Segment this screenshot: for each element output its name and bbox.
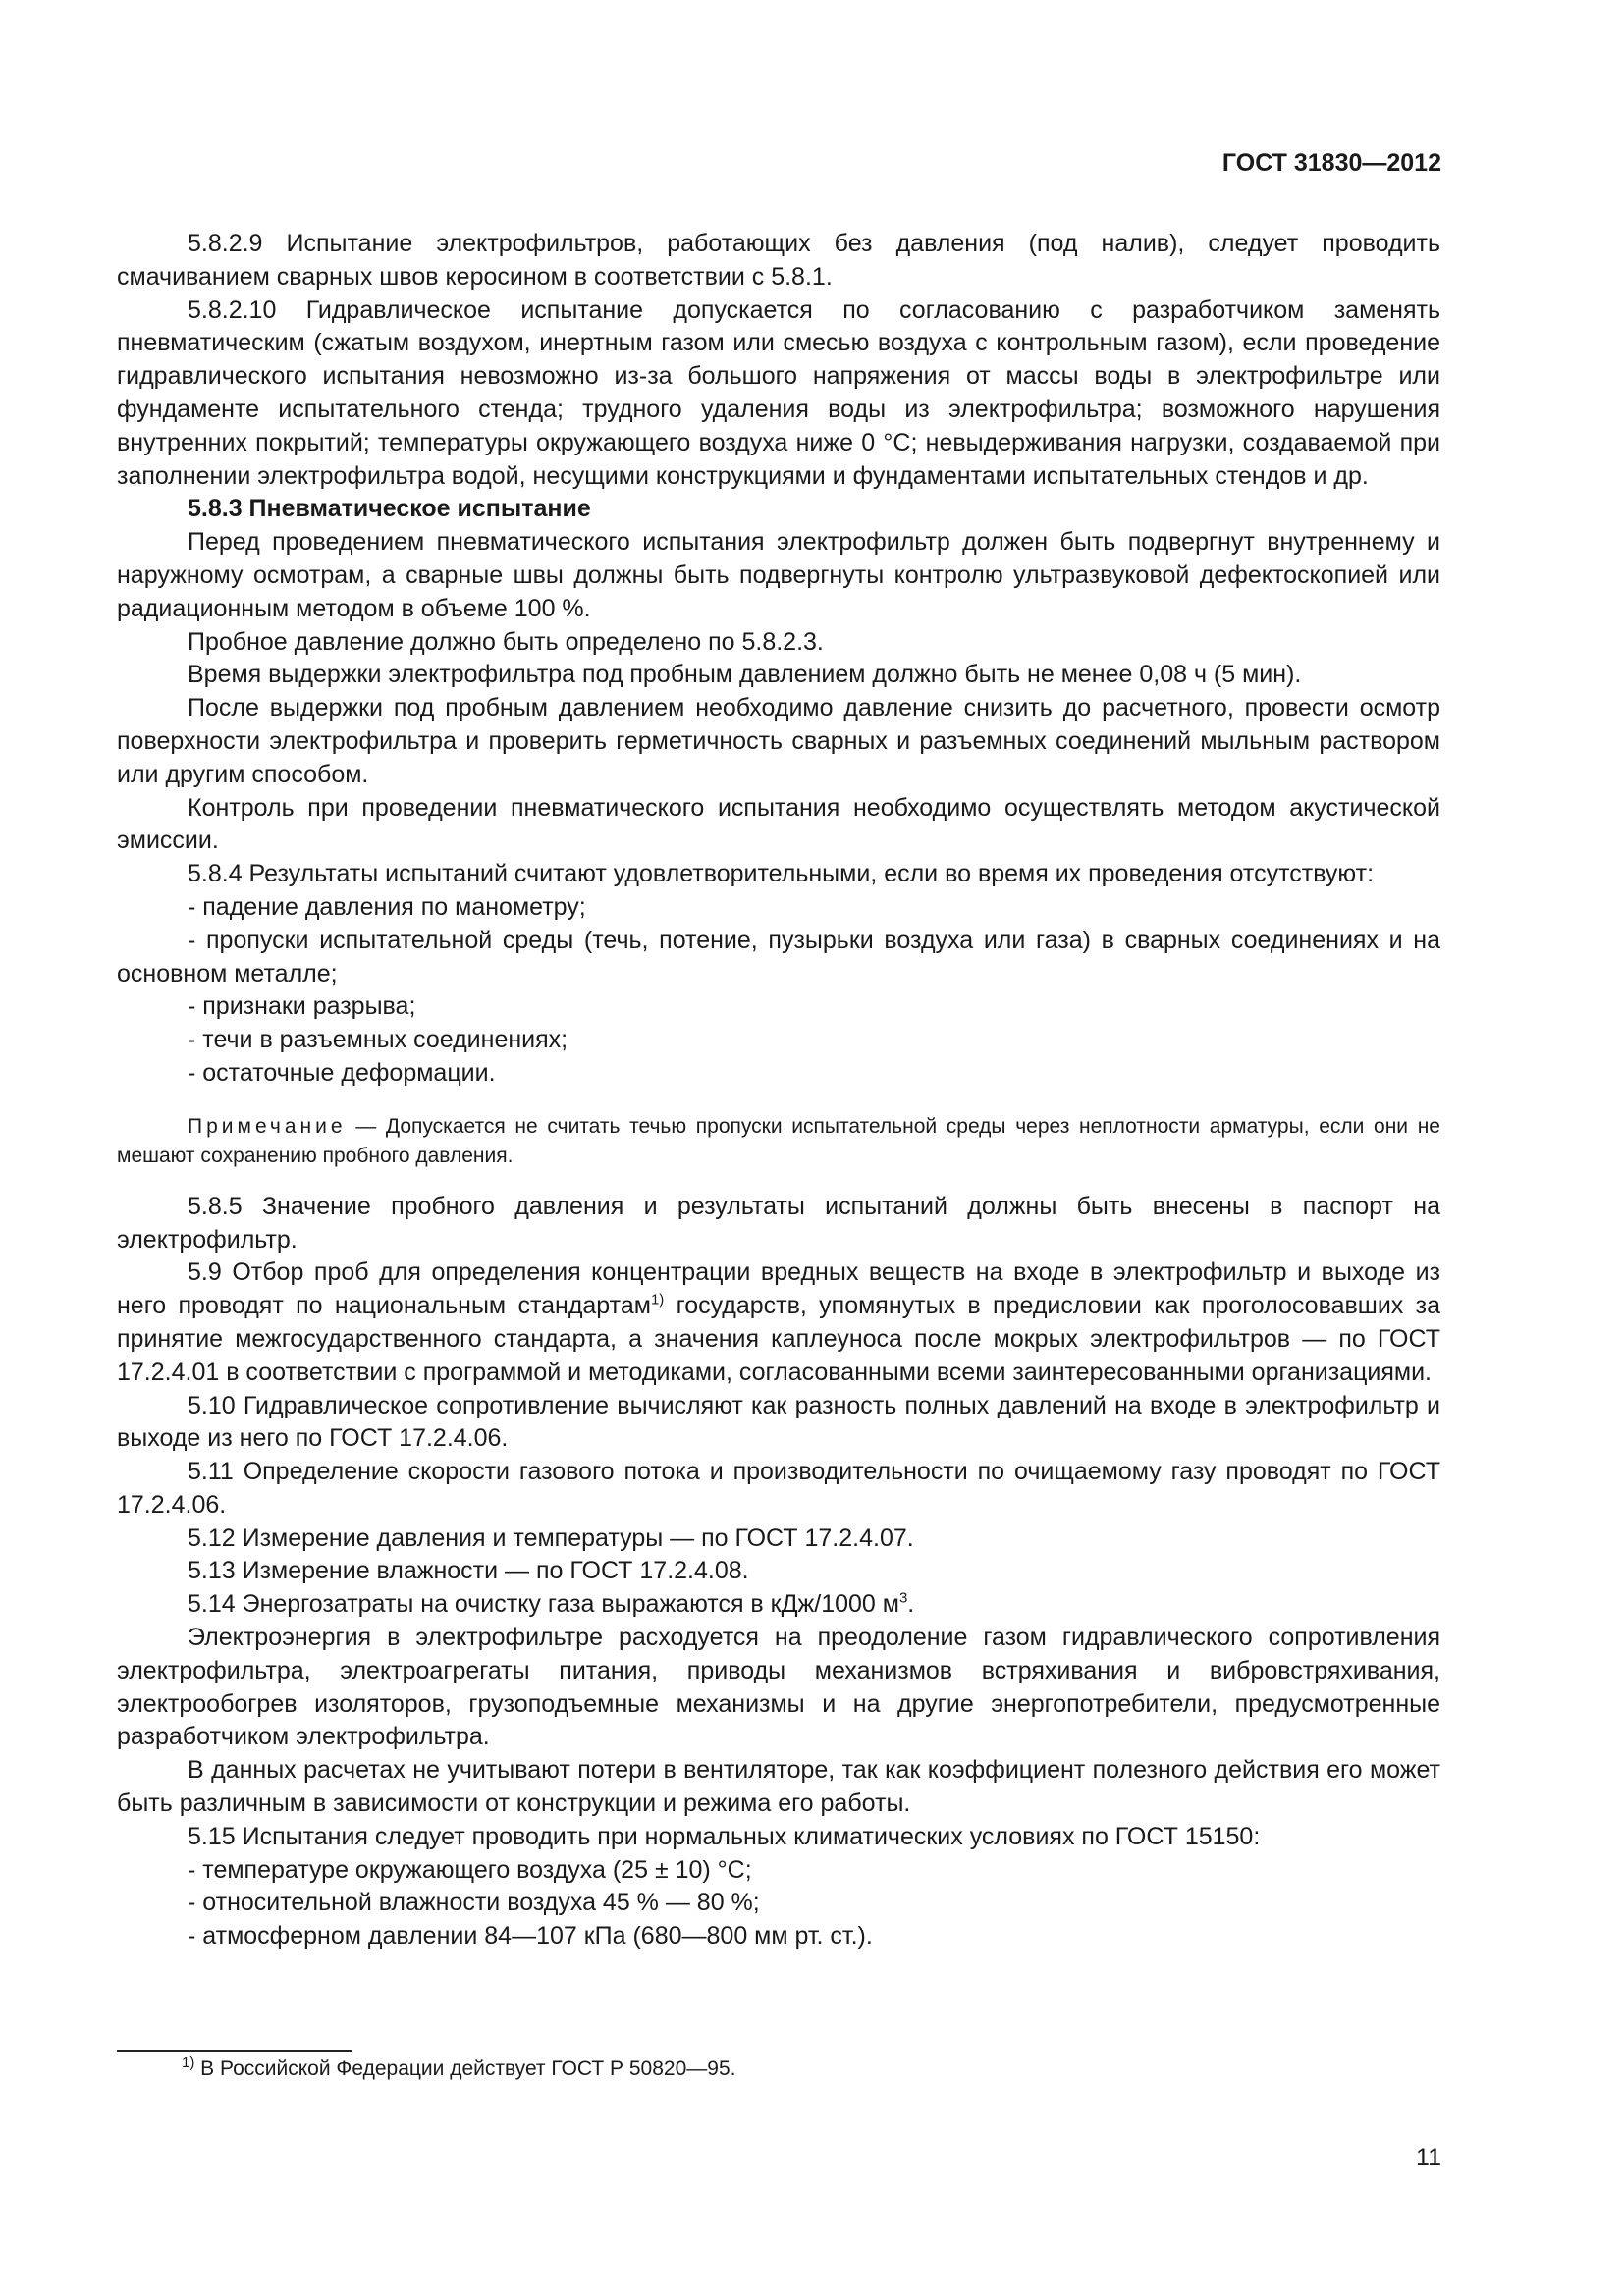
para-5-8-5: 5.8.5 Значение пробного давления и результаты испытаний должны быть внесены в паспорт на электрофильтр. (117, 1192, 1440, 1254)
note (117, 1112, 1440, 1171)
para-5-8-3-d: После выдержки под пробным давлением необходимо давление снизить до расчетного, провести осмотр поверхности электрофильтра и проверить герметичность сварных и разъемных соединений мыльным раствором или другим способом. (117, 694, 1440, 788)
list-item: - относительной влажности воздуха 45 % — 80 %; (188, 1889, 760, 1917)
page-body (117, 228, 1440, 1953)
footnote (182, 2057, 735, 2081)
document-header: ГОСТ 31830—2012 (1221, 149, 1441, 177)
para-5-8-4: 5.8.4 Результаты испытаний считают удовлетворительными, если во время их проведения отсутствуют: (188, 860, 1375, 888)
para-5-11: 5.11 Определение скорости газового потока и производительности по очищаемому газу проводят по ГОСТ 17.2.4.06. (117, 1458, 1440, 1519)
list-item: - атмосферном давлении 84—107 кПа (680—800 мм рт. ст.). (188, 1922, 873, 1950)
para-5-14-end: . (907, 1590, 915, 1619)
section-heading-5-8-3: 5.8.3 Пневматическое испытание (188, 495, 591, 523)
list-item: - признаки разрыва; (188, 992, 416, 1021)
para-5-8-2-9: 5.8.2.9 Испытание электрофильтров, работающих без давления (под налив), следует проводить смачиванием сварных швов керосином в соответствии с 5.8.1. (117, 230, 1440, 291)
superscript-3: 3 (898, 1589, 908, 1607)
para-5-13: 5.13 Измерение влажности — по ГОСТ 17.2.4.08. (188, 1557, 749, 1585)
list-item: - температуре окружающего воздуха (25 ± 10) °С; (188, 1855, 752, 1884)
para-5-14-d: В данных расчетах не учитывают потери в вентиляторе, так как коэффициент полезного действия его может быть различным в зависимости от конструкции и режима его работы. (117, 1756, 1440, 1818)
para-5-9-text-a: 5.9 Отбор проб для определения концентрации вредных веществ на входе в электрофильтр и выходе из него проводят по национальным стандартам (117, 1258, 1440, 1320)
para-5-8-3-a: Перед проведением пневматического испытания электрофильтр должен быть подвергнут внутреннему и наружному осмотрам, а сварные швы должны быть подвергнуты контролю ультразвуковой дефектоскопией или радиационным методом в объеме 100 %. (117, 528, 1440, 622)
para-5-8-2-10: 5.8.2.10 Гидравлическое испытание допускается по согласованию с разработчиком заменять пневматическим (сжатым воздухом, инертным газом или смесью воздуха с контрольным газом), если проведение гидравлического испытания невозможно из-за большого напряжения от массы воды в электрофильтре или фундаменте испытательного стенда; трудного удаления воды из электрофильтра; возможного нарушения внутренних покрытий; температуры окружающего воздуха ниже 0 °С; невыдерживания нагрузки, создаваемой при заполнении электрофильтра водой, несущими конструкциями и фундаментами испытательных стендов и др. (117, 295, 1440, 490)
list-item: - падение давления по манометру; (188, 892, 586, 921)
para-5-9 (117, 1256, 1440, 1389)
para-5-14 (117, 1588, 1440, 1622)
para-5-14-text: 5.14 Энергозатраты на очистку газа выражаются в кДж/1000 м (188, 1590, 899, 1619)
para-5-12: 5.12 Измерение давления и температуры — по ГОСТ 17.2.4.07. (188, 1523, 914, 1552)
para-5-10: 5.10 Гидравлическое сопротивление вычисляют как разность полных давлений на входе в электрофильтр и выходе из него по ГОСТ 17.2.4.06. (117, 1391, 1440, 1453)
para-5-14-c: Электроэнергия в электрофильтре расходуется на преодоление газом гидравлического сопротивления электрофильтра, электроагрегаты питания, приводы механизмов встряхивания и вибровстряхивания, электрообогрев изоляторов, грузоподъемные механизмы и на другие энергопотребители, предусмотренные разработчиком электрофильтра. (117, 1624, 1440, 1751)
note-text: — Допускается не считать течью пропуски испытательной среды через неплотности арматуры, если они не мешают сохранению пробного давления. (117, 1114, 1440, 1167)
footnote-ref: 1) (650, 1291, 665, 1308)
list-item: - течи в разъемных соединениях; (188, 1026, 568, 1054)
page-number: 11 (1416, 2144, 1441, 2171)
list-item: - пропуски испытательной среды (течь, потение, пузырьки воздуха или газа) в сварных соединениях и на основном металле; (117, 926, 1440, 988)
para-5-9-text-b: государств, упомянутых в предисловии как проголосовавших за принятие межгосударственного стандарта, а значения каплеуноса после мокрых электрофильтров — по ГОСТ 17.2.4.01 в соответствии с программой и методиками, согласованными всеми заинтересованными организациями. (117, 1292, 1441, 1386)
para-5-8-3-c: Время выдержки электрофильтра под пробным давлением должно быть не менее 0,08 ч (5 мин). (188, 661, 1302, 689)
para-5-8-3-e: Контроль при проведении пневматического испытания необходимо осуществлять методом акустической эмиссии. (117, 793, 1440, 855)
para-5-15: 5.15 Испытания следует проводить при нормальных климатических условиях по ГОСТ 15150: (188, 1822, 1261, 1850)
note-label: Примечание (188, 1114, 347, 1138)
footnote-text: В Российской Федерации действует ГОСТ Р 50820—95. (194, 2057, 736, 2080)
list-item: - остаточные деформации. (188, 1058, 496, 1087)
footnote-divider (117, 2050, 352, 2052)
footnote-marker: 1) (182, 2055, 195, 2071)
para-5-8-3-b: Пробное давление должно быть определено по 5.8.2.3. (188, 627, 824, 656)
